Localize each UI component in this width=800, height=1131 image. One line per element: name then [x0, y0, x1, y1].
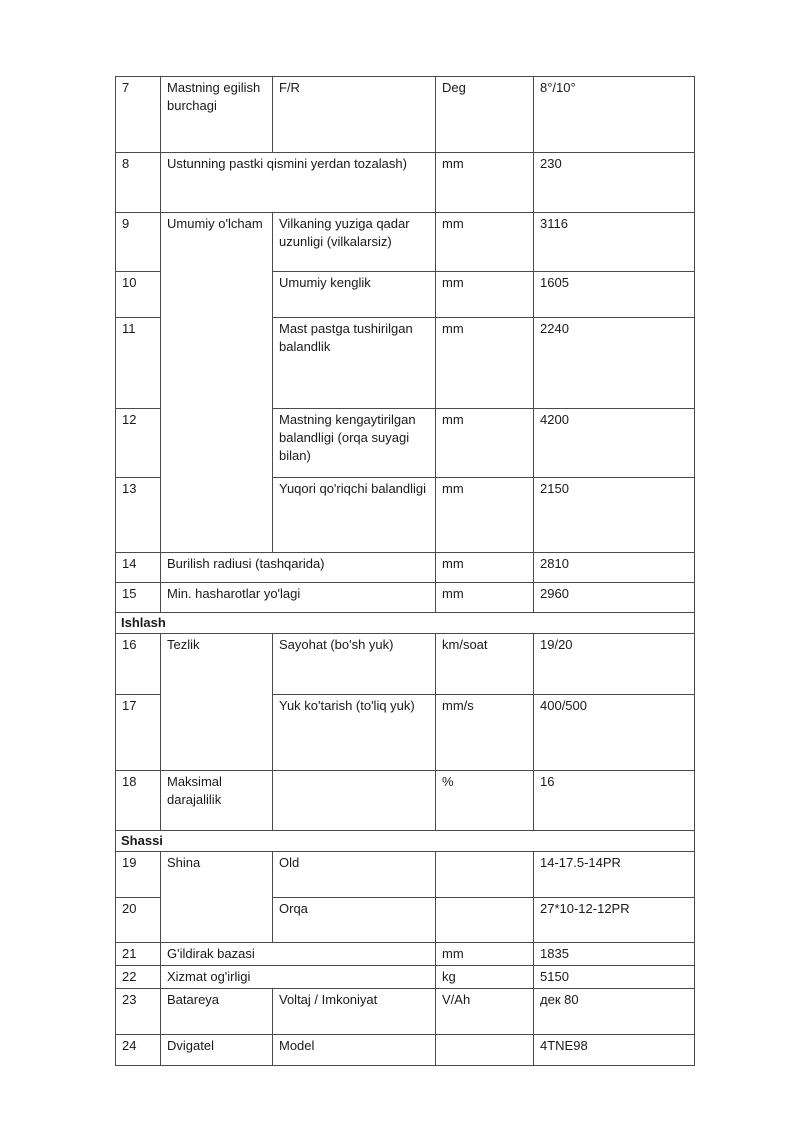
parameter-detail — [273, 771, 436, 831]
table-row — [116, 771, 695, 831]
row-number: 19 — [116, 852, 161, 898]
unit — [436, 1035, 534, 1066]
table-row — [116, 943, 695, 966]
unit: mm/s — [436, 695, 534, 771]
value: дек 80 — [534, 989, 695, 1035]
parameter-detail: F/R — [273, 77, 436, 153]
row-number: 7 — [116, 77, 161, 153]
value: 230 — [534, 153, 695, 213]
parameter-name: G'ildirak bazasi — [161, 943, 436, 966]
table-row — [116, 583, 695, 613]
row-number: 23 — [116, 989, 161, 1035]
table-row — [116, 553, 695, 583]
unit: km/soat — [436, 634, 534, 695]
parameter-detail: Mast pastga tushirilgan balandlik — [273, 318, 436, 409]
table-row — [116, 153, 695, 213]
value: 2960 — [534, 583, 695, 613]
unit: mm — [436, 213, 534, 272]
value: 14-17.5-14PR — [534, 852, 695, 898]
row-number: 17 — [116, 695, 161, 771]
group-name: Umumiy o'lcham — [161, 213, 273, 553]
table-row — [116, 77, 695, 153]
unit: Deg — [436, 77, 534, 153]
parameter-name: Xizmat og'irligi — [161, 966, 436, 989]
parameter-detail: Voltaj / Imkoniyat — [273, 989, 436, 1035]
value: 400/500 — [534, 695, 695, 771]
unit: mm — [436, 583, 534, 613]
row-number: 14 — [116, 553, 161, 583]
parameter-name: Maksimal darajalilik — [161, 771, 273, 831]
parameter-name: Batareya — [161, 989, 273, 1035]
value: 16 — [534, 771, 695, 831]
parameter-detail: Old — [273, 852, 436, 898]
row-number: 16 — [116, 634, 161, 695]
section-heading: Shassi — [116, 831, 695, 852]
table-row — [116, 966, 695, 989]
table-row — [116, 1035, 695, 1066]
unit: kg — [436, 966, 534, 989]
value: 4200 — [534, 409, 695, 478]
value: 19/20 — [534, 634, 695, 695]
unit: mm — [436, 153, 534, 213]
parameter-detail: Umumiy kenglik — [273, 272, 436, 318]
unit — [436, 852, 534, 898]
row-number: 22 — [116, 966, 161, 989]
parameter-name: Ustunning pastki qismini yerdan tozalash) — [161, 153, 436, 213]
parameter-detail: Vilkaning yuziga qadar uzunligi (vilkalarsiz) — [273, 213, 436, 272]
section-row — [116, 613, 695, 634]
value: 4TNE98 — [534, 1035, 695, 1066]
unit: mm — [436, 478, 534, 553]
parameter-name: Mastning egilish burchagi — [161, 77, 273, 153]
parameter-detail: Yuqori qo'riqchi balandligi — [273, 478, 436, 553]
parameter-detail: Model — [273, 1035, 436, 1066]
unit: mm — [436, 409, 534, 478]
row-number: 8 — [116, 153, 161, 213]
value: 8°/10° — [534, 77, 695, 153]
value: 2810 — [534, 553, 695, 583]
parameter-detail: Yuk ko'tarish (to'liq yuk) — [273, 695, 436, 771]
parameter-name: Dvigatel — [161, 1035, 273, 1066]
row-number: 18 — [116, 771, 161, 831]
group-name: Shina — [161, 852, 273, 943]
value: 2240 — [534, 318, 695, 409]
unit: mm — [436, 272, 534, 318]
group-name: Tezlik — [161, 634, 273, 771]
row-number: 12 — [116, 409, 161, 478]
table-row — [116, 634, 695, 695]
section-row — [116, 831, 695, 852]
unit — [436, 898, 534, 943]
parameter-detail: Orqa — [273, 898, 436, 943]
parameter-detail: Mastning kengaytirilgan balandligi (orqa suyagi bilan) — [273, 409, 436, 478]
unit: mm — [436, 318, 534, 409]
unit: % — [436, 771, 534, 831]
row-number: 20 — [116, 898, 161, 943]
row-number: 13 — [116, 478, 161, 553]
table-row — [116, 213, 695, 272]
value: 1605 — [534, 272, 695, 318]
value: 1835 — [534, 943, 695, 966]
unit: V/Ah — [436, 989, 534, 1035]
unit: mm — [436, 553, 534, 583]
row-number: 11 — [116, 318, 161, 409]
section-heading: Ishlash — [116, 613, 695, 634]
row-number: 10 — [116, 272, 161, 318]
value: 5150 — [534, 966, 695, 989]
value: 3116 — [534, 213, 695, 272]
row-number: 9 — [116, 213, 161, 272]
value: 2150 — [534, 478, 695, 553]
table-row — [116, 852, 695, 898]
row-number: 24 — [116, 1035, 161, 1066]
parameter-name: Min. hasharotlar yo'lagi — [161, 583, 436, 613]
parameter-detail: Sayohat (bo'sh yuk) — [273, 634, 436, 695]
table-row — [116, 989, 695, 1035]
value: 27*10-12-12PR — [534, 898, 695, 943]
row-number: 21 — [116, 943, 161, 966]
row-number: 15 — [116, 583, 161, 613]
specification-table — [115, 76, 695, 1066]
unit: mm — [436, 943, 534, 966]
parameter-name: Burilish radiusi (tashqarida) — [161, 553, 436, 583]
